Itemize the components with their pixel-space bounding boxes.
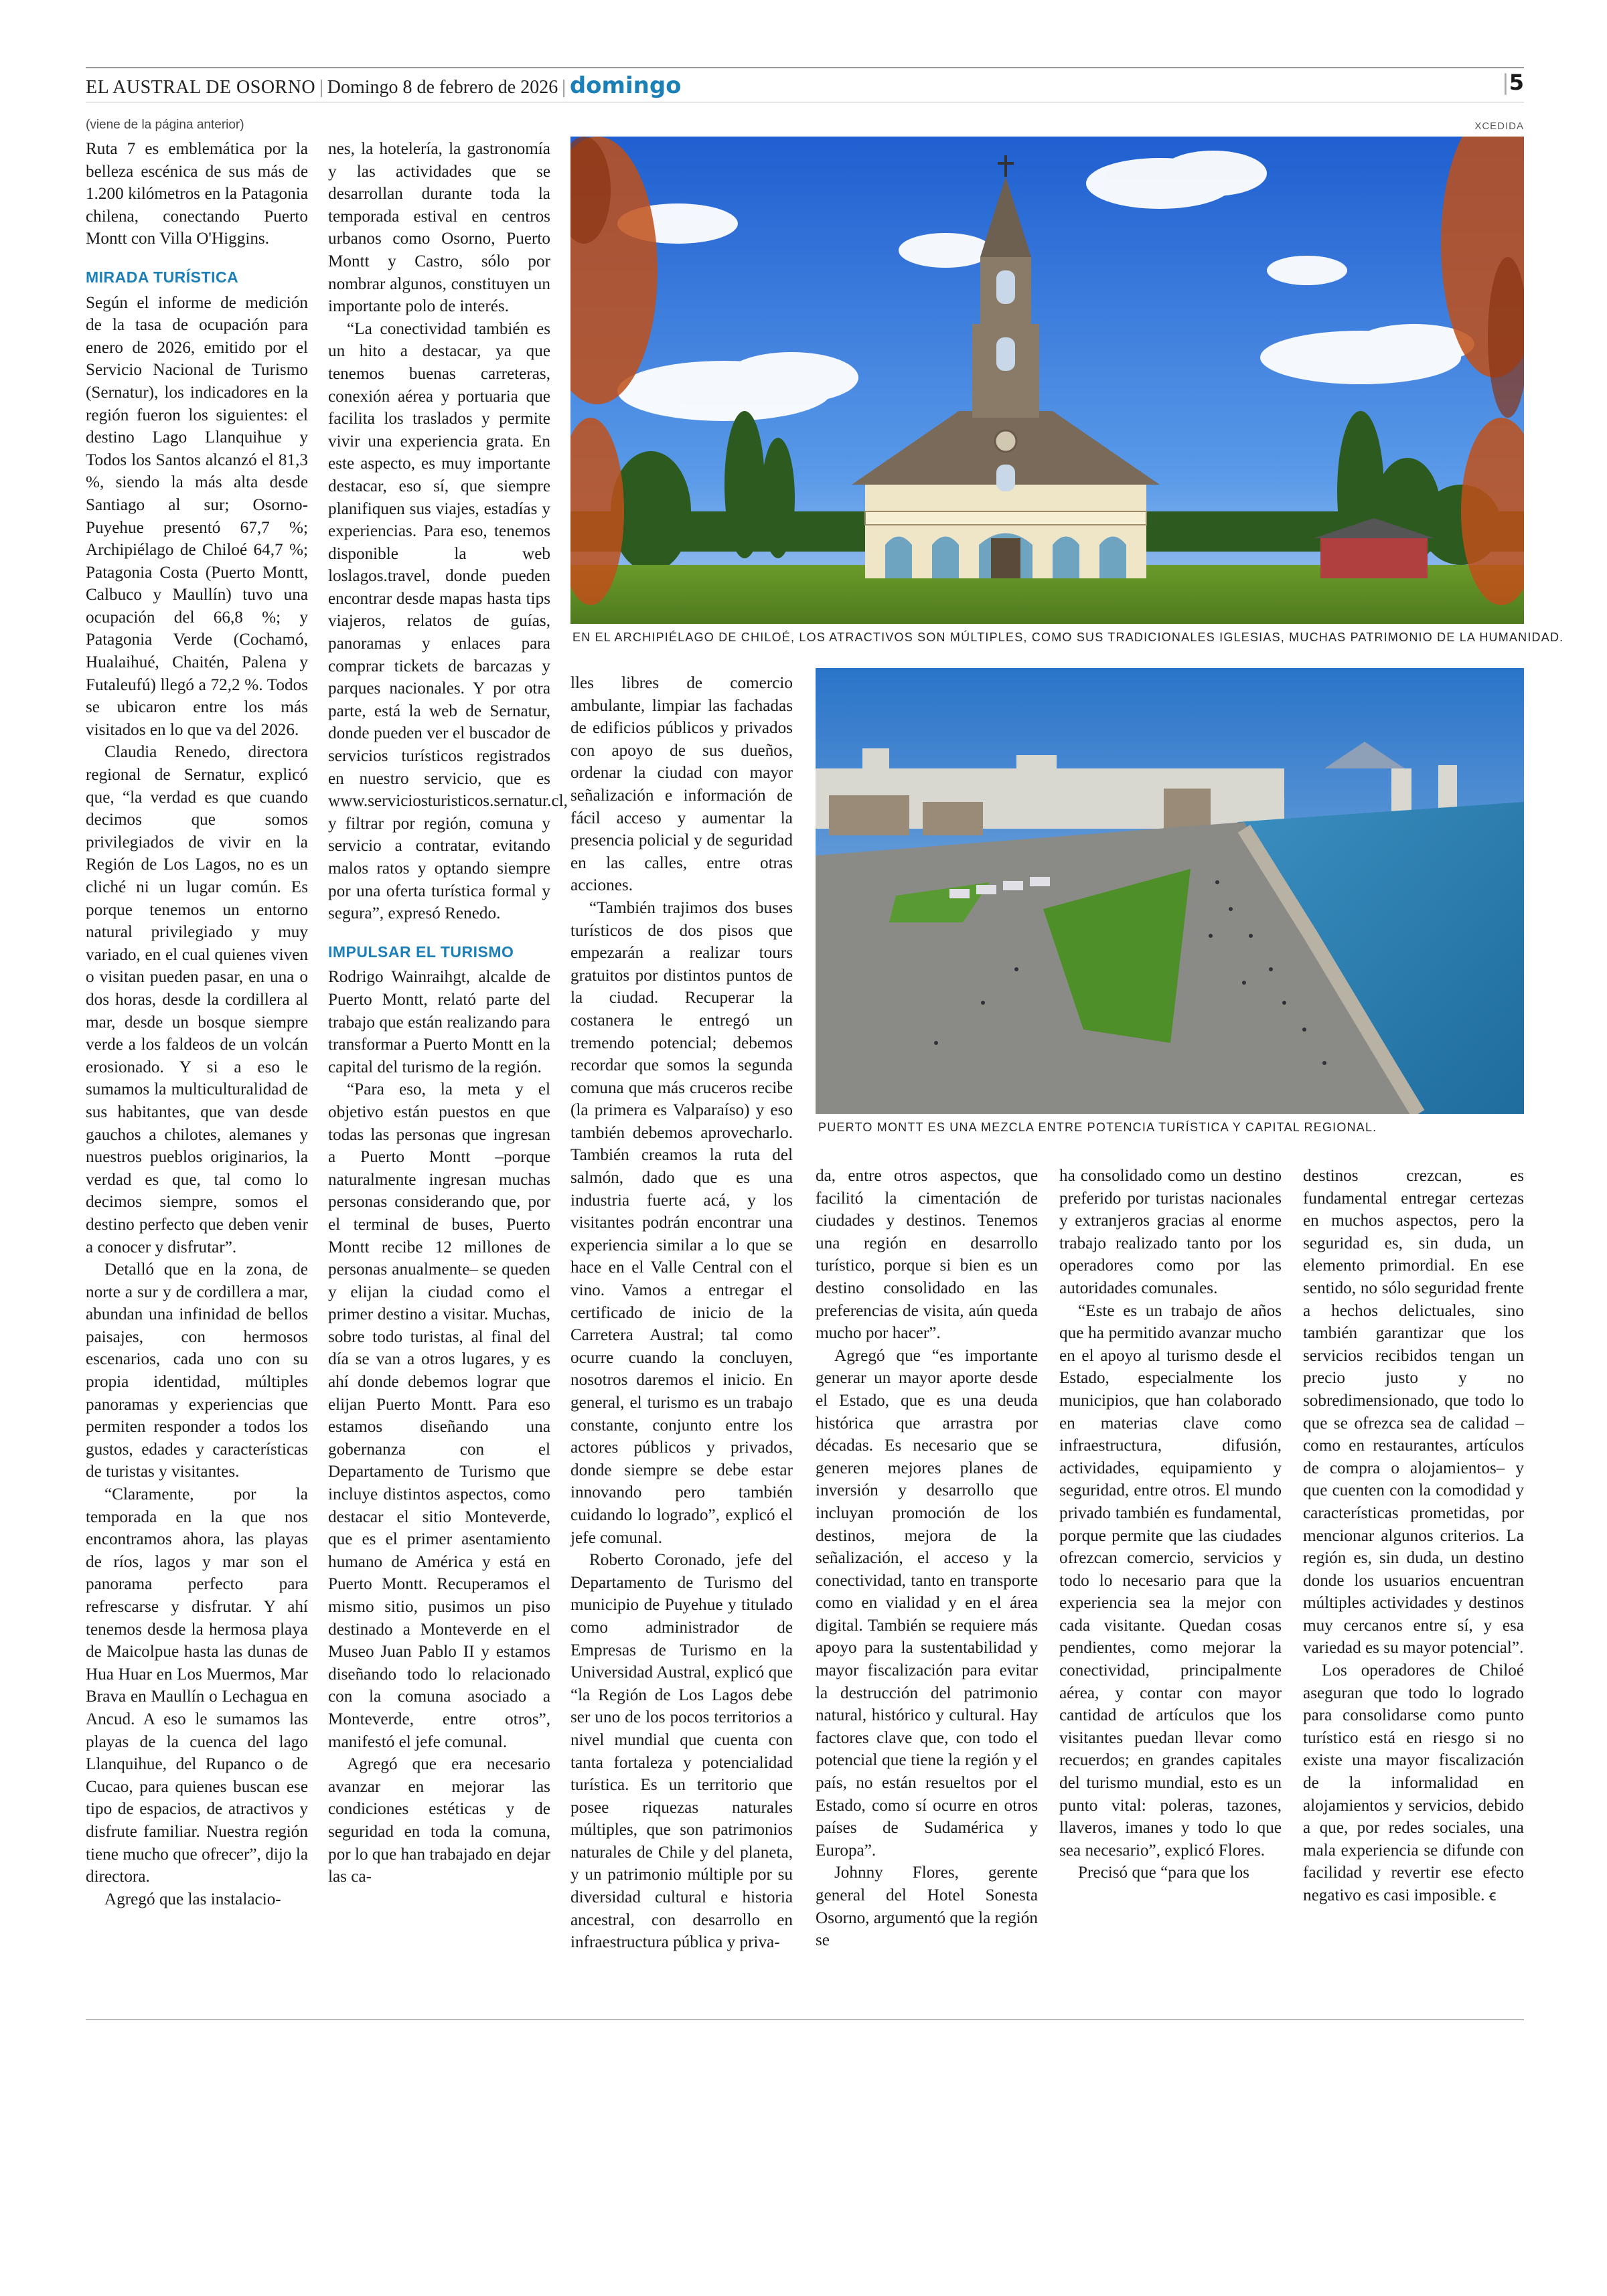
paragraph: “Claramente, por la temporada en la que nos encontramos ahora, las playas de ríos, lagos y mar son el panorama perfecto para refrescarse y disfrutar. Y ahí tenemos desde la hermosa playa de Maicolpue hasta las dunas de Hua Huar en Los Muermos, Mar Brava en Maullín o Lechagua en Ancud. A eso le sumamos las playas de la cuenca del lago Llanquihue, del Rupanco o de Cucao, para quienes buscan ese tipo de espacios, de atractivos y disfrute familiar. Nuestra región tiene mucho que ofrecer”, dijo la directora. <box>86 1485 308 1886</box>
page-number-value: 5 <box>1509 70 1524 95</box>
paragraph: ha consolidado como un destino preferido por turistas nacionales y extranjeros gracias al enorme trabajo realizado tanto por los operadores como por las autoridades comunales. <box>1059 1167 1282 1297</box>
header-separator: | <box>562 77 566 98</box>
photo-caption-costanera: PUERTO MONTT ES UNA MEZCLA ENTRE POTENCIA TURÍSTICA Y CAPITAL REGIONAL. <box>818 1121 1377 1134</box>
end-of-article-mark: ꞓ <box>1488 1888 1497 1904</box>
bottom-rule <box>86 2019 1524 2020</box>
issue-date: Domingo 8 de febrero de 2026 <box>327 77 558 98</box>
article-column-1 <box>86 138 308 1910</box>
photo-puerto-montt-costanera <box>816 668 1524 1114</box>
header-line <box>86 72 682 99</box>
photo-credit: XCEDIDA <box>1474 120 1524 132</box>
costanera-illustration <box>816 668 1524 1114</box>
paragraph: destinos crezcan, es fundamental entregar certezas en muchos aspectos, pero la seguridad es, sin duda, un elemento primordial. En ese sentido, no sólo seguridad frente a hechos delictuales, sino también garantizar que los servicios recibidos tengan un precio justo y no sobredimensionado, que todo lo que se ofrezca sea de calidad –como en restaurantes, artículos de compra o alojamientos– y que cuenten con la comodidad y características prometidas, por mencionar algunos criterios. La región es, sin duda, un destino donde los usuarios encuentran múltiples actividades y destinos muy cercanos entre sí, y esa variedad es su mayor potencial”. <box>1303 1167 1524 1657</box>
page-number: |5 <box>1501 70 1524 95</box>
photo-caption-church: EN EL ARCHIPIÉLAGO DE CHILOÉ, LOS ATRACTIVOS SON MÚLTIPLES, COMO SUS TRADICIONALES IGLESIAS, MUCHAS PATRIMONIO DE LA HUMANIDAD. <box>572 631 1564 644</box>
paragraph: “Para eso, la meta y el objetivo están puestos en que todas las personas que ingresan a Puerto Montt –porque naturalmente ingresan muchas personas considerando que, por el terminal de buses, Puerto Montt recibe 12 millones de personas anualmente– se queden y elijan la ciudad como el primer destino a visitar. Muchas, sobre todo turistas, al final del día se van a otros lugares, y es ahí donde debemos lograr que elijan Puerto Montt. Para eso estamos diseñando una gobernanza con el Departamento de Turismo que incluye distintos aspectos, como destacar el sitio Monteverde, que es el primer asentamiento humano de América y está en Puerto Montt. Recuperamos el mismo sitio, pusimos un piso destinado a Monteverde en el Museo Juan Pablo II y estamos diseñando todo lo relacionado con la comuna asociado a Monteverde, entre otros”, manifestó el jefe comunal. <box>328 1080 550 1751</box>
paragraph: Ruta 7 es emblemática por la belleza escénica de sus más de 1.200 kilómetros en la Patagonia chilena, conectando Puerto Montt con Villa O'Higgins. <box>86 140 308 248</box>
church-illustration <box>570 137 1524 624</box>
continuation-note: (viene de la página anterior) <box>86 118 244 132</box>
paragraph: Precisó que “para que los <box>1078 1864 1249 1882</box>
article-column-2 <box>328 138 568 1888</box>
page-header <box>86 67 1524 100</box>
paragraph: Detalló que en la zona, de norte a sur y de cordillera a mar, abundan una infinidad de bellos paisajes, con hermosos escenarios, cada uno con su propia identidad, múltiples panoramas y experiencias que permiten responder a todos los gustos, edades y características de turistas y visitantes. <box>86 1260 308 1481</box>
article-column-3 <box>570 672 793 1954</box>
paragraph: Agregó que las instalacio- <box>104 1890 281 1908</box>
paragraph: nes, la hotelería, la gastronomía y las actividades que se desarrollan durante toda la temporada estival en centros urbanos como Osorno, Puerto Montt y Castro, sólo por nombrar algunos, constituyen un importante polo de interés. <box>328 140 550 316</box>
section-name: domingo <box>569 72 682 99</box>
paragraph: Claudia Renedo, directora regional de Sernatur, explicó que, “la verdad es que cuando decimos que somos privilegiados de vivir en la Región de Los Lagos, no es un cliché ni un lugar común. Es porque tenemos un entorno natural privilegiado y muy variado, en el cual quienes viven o visitan pueden pasar, en una o dos horas, desde la cordillera al mar, desde un bosque siempre verde a los faldeos de un volcán erosionado. Y si a eso le sumamos la multiculturalidad de sus habitantes, que van desde gauchos a chilotes, alemanes y nuestros pueblos originarios, la verdad es que, tal como lo decimos siempre, somos el destino perfecto que deben venir a conocer y disfrutar”. <box>86 743 308 1256</box>
header-separator: | <box>319 77 323 98</box>
paragraph: Johnny Flores, gerente general del Hotel Sonesta Osorno, argumentó que la región se <box>816 1864 1038 1950</box>
paragraph <box>1303 1659 1524 1908</box>
paragraph: Agregó que era necesario avanzar en mejorar las condiciones estéticas y de seguridad en toda la comuna, por lo que han trabajado en dejar las ca- <box>328 1755 550 1886</box>
article-column-6 <box>1303 1165 1524 1908</box>
paragraph: da, entre otros aspectos, que facilitó la cimentación de ciudades y destinos. Tenemos una región en desarrollo turístico, porque si bien es un destino consolidado en las preferencias de visita, aún queda mucho por hacer”. <box>816 1167 1038 1343</box>
subheading-impulsar-turismo: IMPULSAR EL TURISMO <box>328 942 514 961</box>
paragraph: Agregó que “es importante generar un mayor aporte desde el Estado, que es una deuda histórica que arrastra por décadas. Es necesario que se generen mejores planes de inversión y desarrollo que incluyan promoción de los destinos, mejora de la señalización, el acceso y la conectividad, tanto en transporte como en vialidad y en el área digital. También se requiere más apoyo para la sustentabilidad y mayor fiscalización para evitar la destrucción del patrimonio natural, histórico y cultural. Hay factores clave que, con todo el potencial que tiene la región y el país, no están resueltos por el Estado, como sí ocurre en otros países de Sudamérica y Europa”. <box>816 1346 1038 1860</box>
paragraph-text: Los operadores de Chiloé aseguran que todo lo logrado para consolidarse como punto turístico está en riesgo si no existe una mayor fiscalización de la informalidad en alojamientos y servicios, debido a que, por redes sociales, una mala experiencia se difunde con facilidad y revertir ese efecto negativo es casi imposible. <box>1303 1661 1524 1904</box>
paragraph: “La conectividad también es un hito a destacar, ya que tenemos buenas carreteras, conexión aérea y portuaria que facilita los traslados y permite vivir una experiencia grata. En este aspecto, es muy importante destacar, eso sí, que siempre planifiquen sus viajes, estadías y experiencias. Para eso, tenemos disponible la web loslagos.travel, donde pueden encontrar desde mapas hasta tips viajeros, relatos de guías, panoramas y enlaces para comprar tickets de barcazas y parques nacionales. Y por otra parte, está la web de Sernatur, donde pueden ver el buscador de servicios turísticos registrados en nuestro servicio, que es www.serviciosturisticos.sernatur.cl, y filtrar por región, comuna y servicio a contratar, evitando malos ratos y optando siempre por una oferta turística formal y segura”, expresó Renedo. <box>328 319 568 923</box>
article-column-4 <box>816 1165 1038 1952</box>
photo-chiloe-church <box>570 137 1524 624</box>
subheading-mirada-turistica: MIRADA TURÍSTICA <box>86 268 239 286</box>
paragraph: “Este es un trabajo de años que ha permitido avanzar mucho en el apoyo al turismo desde el Estado, especialmente los municipios, que han colaborado en materias clave como infraestructura, difusión, actividades, equipamiento y seguridad, entre otros. El mundo privado también es fundamental, porque permite que las ciudades ofrezcan comercio, servicios y todo lo necesario para que la experiencia sea la mejor con cada visitante. Quedan cosas pendientes, como mejorar la conectividad, principalmente aérea, y contar con mayor cantidad de artículos que los visitantes puedan llevar como recuerdos; en grandes capitales del turismo mundial, esto es un punto vital: poleras, tazones, llaveros, imanes y todo lo que sea necesario”, explicó Flores. <box>1059 1301 1282 1860</box>
publication-name: EL AUSTRAL DE OSORNO <box>86 77 316 98</box>
article-column-5 <box>1059 1165 1282 1884</box>
paragraph: Roberto Coronado, jefe del Departamento de Turismo del municipio de Puyehue y titulado como administrador de Empresas de Turismo en la Universidad Austral, explicó que “la Región de Los Lagos debe ser uno de los pocos territorios a nivel mundial que cuenta con tanta fortaleza y potencialidad turística. Es un territorio que posee riquezas naturales múltiples, que son patrimonios naturales de Chile y del planeta, y un patrimonio múltiple por su diversidad cultural e historia ancestral, con desarrollo en infraestructura pública y priva- <box>570 1551 793 1952</box>
paragraph: Rodrigo Wainraihgt, alcalde de Puerto Montt, relató parte del trabajo que están realizando para transformar a Puerto Montt en la capital del turismo de la región. <box>328 968 550 1076</box>
paragraph: lles libres de comercio ambulante, limpiar las fachadas de edificios públicos y privados con apoyo de sus dueños, ordenar la ciudad con mayor señalización e información de fácil acceso y aumentar la presencia policial y de seguridad en las calles, entre otras acciones. <box>570 674 793 895</box>
paragraph: Según el informe de medición de la tasa de ocupación para enero de 2026, emitido por el Servicio Nacional de Turismo (Sernatur), los indicadores en la región fueron los siguientes: el destino Lago Llanquihue y Todos los Santos alcanzó el 81,3 %, siendo la más alta desde Santiago al sur; Osorno-Puyehue presentó 67,7 %; Archipiélago de Chiloé 64,7 %; Patagonia Costa (Puerto Montt, Calbuco y Maullín) tuvo una ocupación del 66,8 %; y Patagonia Verde (Cochamó, Hualaihué, Chaitén, Palena y Futaleufú) llegó a 72,2 %. Todos se ubicaron entre los más visitados en lo que va del 2026. <box>86 293 308 739</box>
paragraph: “También trajimos dos buses turísticos de dos pisos que empezarán a realizar tours gratuitos por distintos puntos de la ciudad. Recuperar la costanera le entregó un tremendo potencial; debemos recordar que somos la segunda comuna que más cruceros recibe (la primera es Valparaíso) y eso también debemos aprovecharlo. También creamos la ruta del salmón, dado que es una industria fuerte acá, y los visitantes podrán encontrar una experiencia similar a lo que se hace en el Valle Central con el vino. Vamos a entregar el certificado de inicio de la Carretera Austral; tal como ocurre cuando la concluyen, nosotros daremos el inicio. En general, el turismo es un trabajo constante, conjunto entre los actores públicos y privados, donde siempre se debe estar innovando pero también cuidando lo logrado”, explicó el jefe comunal. <box>570 898 793 1547</box>
